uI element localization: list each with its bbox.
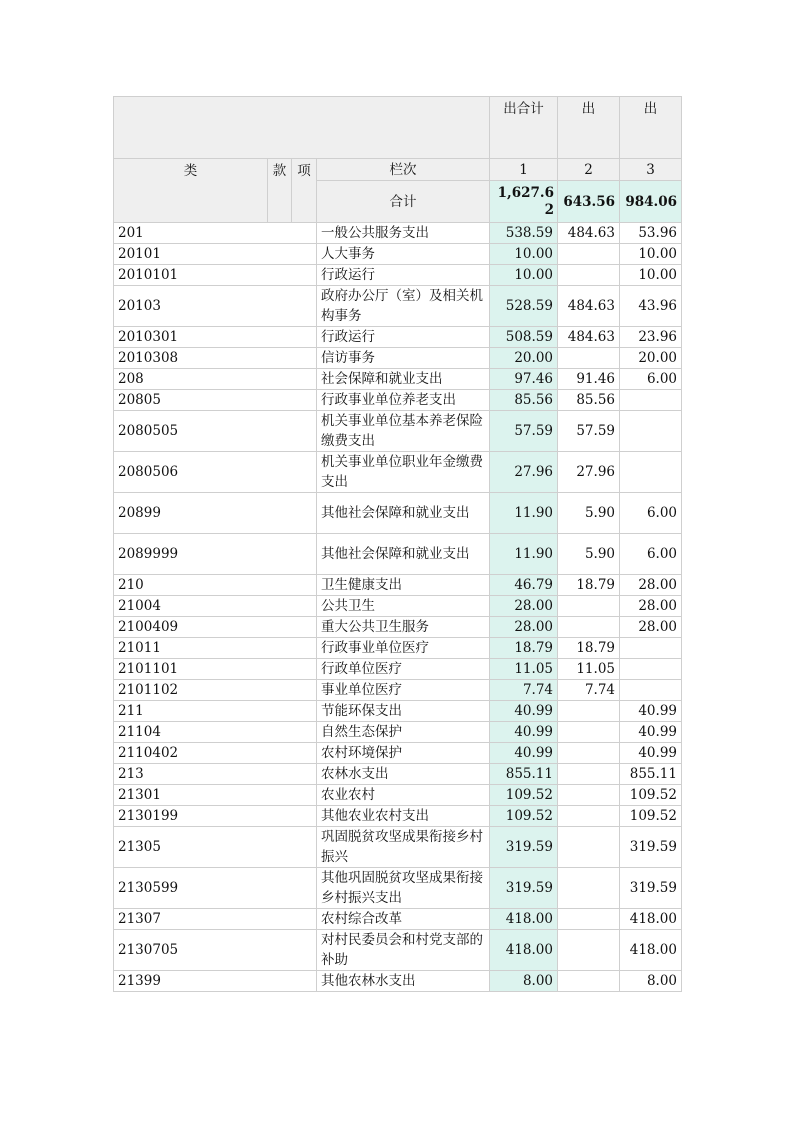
- table-row: [114, 534, 682, 575]
- row-value-project: [620, 659, 682, 680]
- row-value-project: [620, 638, 682, 659]
- row-value-project: 40.99: [620, 701, 682, 722]
- row-value-total: 319.59: [490, 868, 558, 909]
- row-value-project: 53.96: [620, 223, 682, 244]
- row-value-project: 109.52: [620, 806, 682, 827]
- row-value-basic: 85.56: [558, 390, 620, 411]
- row-name: 行政事业单位医疗: [317, 638, 490, 659]
- row-code: 2010308: [114, 348, 317, 369]
- header-index-3: 3: [620, 159, 682, 181]
- table-row: [114, 659, 682, 680]
- row-value-project: 40.99: [620, 743, 682, 764]
- row-value-total: 28.00: [490, 596, 558, 617]
- row-value-basic: 484.63: [558, 286, 620, 327]
- row-name: 其他农业农村支出: [317, 806, 490, 827]
- table-row: [114, 327, 682, 348]
- row-value-basic: 5.90: [558, 493, 620, 534]
- table-row: [114, 390, 682, 411]
- table-body: [114, 223, 682, 992]
- row-name: 行政运行: [317, 327, 490, 348]
- header-xiang: 项: [292, 159, 317, 223]
- row-code: 211: [114, 701, 317, 722]
- row-code: 21305: [114, 827, 317, 868]
- header-lei: 类: [114, 159, 268, 223]
- table-row: [114, 369, 682, 390]
- row-value-basic: 57.59: [558, 411, 620, 452]
- row-value-basic: [558, 785, 620, 806]
- row-code: 21004: [114, 596, 317, 617]
- row-code: 2089999: [114, 534, 317, 575]
- row-name: 行政运行: [317, 265, 490, 286]
- row-code: 210: [114, 575, 317, 596]
- row-value-project: [620, 452, 682, 493]
- row-value-project: 40.99: [620, 722, 682, 743]
- table-row: [114, 617, 682, 638]
- table-row: [114, 286, 682, 327]
- row-value-project: 10.00: [620, 265, 682, 286]
- row-value-project: [620, 411, 682, 452]
- row-name: 其他社会保障和就业支出: [317, 493, 490, 534]
- row-code: 2080505: [114, 411, 317, 452]
- row-name: 农林水支出: [317, 764, 490, 785]
- row-name: 政府办公厅（室）及相关机构事务: [317, 286, 490, 327]
- row-code: 2130705: [114, 930, 317, 971]
- row-name: 行政事业单位养老支出: [317, 390, 490, 411]
- row-value-project: 6.00: [620, 369, 682, 390]
- row-code: 21307: [114, 909, 317, 930]
- row-value-basic: 7.74: [558, 680, 620, 701]
- row-value-total: 27.96: [490, 452, 558, 493]
- row-value-basic: [558, 722, 620, 743]
- row-value-project: 43.96: [620, 286, 682, 327]
- row-value-total: 11.90: [490, 493, 558, 534]
- budget-table: [113, 96, 682, 992]
- row-value-project: [620, 390, 682, 411]
- row-value-total: 18.79: [490, 638, 558, 659]
- row-value-project: [620, 680, 682, 701]
- row-name: 事业单位医疗: [317, 680, 490, 701]
- table-row: [114, 743, 682, 764]
- row-code: 21104: [114, 722, 317, 743]
- row-value-total: 109.52: [490, 806, 558, 827]
- header-index-1: 1: [490, 159, 558, 181]
- row-value-total: 10.00: [490, 244, 558, 265]
- row-value-total: 7.74: [490, 680, 558, 701]
- table-row: [114, 348, 682, 369]
- row-code: 2130199: [114, 806, 317, 827]
- row-code: 21399: [114, 971, 317, 992]
- table-row: [114, 868, 682, 909]
- row-code: 2010101: [114, 265, 317, 286]
- table-row: [114, 411, 682, 452]
- row-value-total: 28.00: [490, 617, 558, 638]
- row-value-basic: [558, 909, 620, 930]
- row-name: 社会保障和就业支出: [317, 369, 490, 390]
- table-row: [114, 575, 682, 596]
- row-code: 20805: [114, 390, 317, 411]
- row-name: 机关事业单位基本养老保险缴费支出: [317, 411, 490, 452]
- row-value-total: 418.00: [490, 930, 558, 971]
- header-heji: 合计: [317, 181, 490, 223]
- row-value-basic: [558, 701, 620, 722]
- header-project-label: 出: [620, 97, 682, 159]
- row-value-basic: [558, 868, 620, 909]
- row-value-basic: 11.05: [558, 659, 620, 680]
- table-row: [114, 638, 682, 659]
- row-value-project: 109.52: [620, 785, 682, 806]
- row-value-total: 8.00: [490, 971, 558, 992]
- row-value-total: 40.99: [490, 722, 558, 743]
- row-value-total: 319.59: [490, 827, 558, 868]
- row-value-basic: [558, 617, 620, 638]
- row-name: 其他农林水支出: [317, 971, 490, 992]
- row-name: 自然生态保护: [317, 722, 490, 743]
- row-code: 201: [114, 223, 317, 244]
- row-code: 2010301: [114, 327, 317, 348]
- row-name: 行政单位医疗: [317, 659, 490, 680]
- header-total-label: 出合计: [490, 97, 558, 159]
- row-value-basic: [558, 764, 620, 785]
- row-code: 2101102: [114, 680, 317, 701]
- row-value-basic: [558, 930, 620, 971]
- row-value-total: 528.59: [490, 286, 558, 327]
- table-row: [114, 244, 682, 265]
- row-name: 卫生健康支出: [317, 575, 490, 596]
- row-name: 农村环境保护: [317, 743, 490, 764]
- row-value-basic: 91.46: [558, 369, 620, 390]
- row-name: 对村民委员会和村党支部的补助: [317, 930, 490, 971]
- table-row: [114, 596, 682, 617]
- row-code: 20899: [114, 493, 317, 534]
- row-value-basic: 18.79: [558, 638, 620, 659]
- row-value-basic: [558, 827, 620, 868]
- row-code: 2100409: [114, 617, 317, 638]
- table-row: [114, 971, 682, 992]
- row-value-project: 319.59: [620, 827, 682, 868]
- row-name: 其他巩固脱贫攻坚成果衔接乡村振兴支出: [317, 868, 490, 909]
- row-name: 重大公共卫生服务: [317, 617, 490, 638]
- total-value-3: 984.06: [620, 181, 682, 223]
- row-value-total: 40.99: [490, 701, 558, 722]
- row-value-total: 57.59: [490, 411, 558, 452]
- row-value-total: 97.46: [490, 369, 558, 390]
- table-row: [114, 265, 682, 286]
- row-value-basic: [558, 265, 620, 286]
- table-row: [114, 806, 682, 827]
- row-value-project: 23.96: [620, 327, 682, 348]
- row-value-basic: [558, 806, 620, 827]
- row-name: 信访事务: [317, 348, 490, 369]
- table-row: [114, 785, 682, 806]
- row-value-basic: [558, 596, 620, 617]
- row-code: 208: [114, 369, 317, 390]
- row-name: 公共卫生: [317, 596, 490, 617]
- table-row: [114, 223, 682, 244]
- table-row: [114, 452, 682, 493]
- row-value-basic: 484.63: [558, 327, 620, 348]
- table-row: [114, 909, 682, 930]
- row-value-project: 855.11: [620, 764, 682, 785]
- table-row: [114, 493, 682, 534]
- row-name: 其他社会保障和就业支出: [317, 534, 490, 575]
- table-row: [114, 930, 682, 971]
- row-value-project: 20.00: [620, 348, 682, 369]
- row-code: 20103: [114, 286, 317, 327]
- row-value-basic: 484.63: [558, 223, 620, 244]
- row-value-basic: [558, 971, 620, 992]
- table-row: [114, 764, 682, 785]
- row-value-total: 10.00: [490, 265, 558, 286]
- row-value-project: 10.00: [620, 244, 682, 265]
- row-value-project: 319.59: [620, 868, 682, 909]
- row-value-basic: 5.90: [558, 534, 620, 575]
- row-value-project: 28.00: [620, 596, 682, 617]
- header-lanci: 栏次: [317, 159, 490, 181]
- row-name: 巩固脱贫攻坚成果衔接乡村振兴: [317, 827, 490, 868]
- row-value-total: 508.59: [490, 327, 558, 348]
- row-value-basic: 18.79: [558, 575, 620, 596]
- row-value-total: 20.00: [490, 348, 558, 369]
- header-index-2: 2: [558, 159, 620, 181]
- row-value-total: 11.05: [490, 659, 558, 680]
- row-value-project: 28.00: [620, 617, 682, 638]
- row-value-total: 538.59: [490, 223, 558, 244]
- row-code: 20101: [114, 244, 317, 265]
- row-name: 节能环保支出: [317, 701, 490, 722]
- row-value-basic: [558, 743, 620, 764]
- row-name: 人大事务: [317, 244, 490, 265]
- row-value-project: 6.00: [620, 493, 682, 534]
- row-name: 农业农村: [317, 785, 490, 806]
- row-value-project: 6.00: [620, 534, 682, 575]
- row-value-project: 418.00: [620, 930, 682, 971]
- row-value-total: 109.52: [490, 785, 558, 806]
- row-code: 21011: [114, 638, 317, 659]
- row-value-basic: 27.96: [558, 452, 620, 493]
- header-basic-label: 出: [558, 97, 620, 159]
- row-value-basic: [558, 244, 620, 265]
- row-value-total: 46.79: [490, 575, 558, 596]
- row-value-total: 418.00: [490, 909, 558, 930]
- table-row: [114, 722, 682, 743]
- row-value-total: 855.11: [490, 764, 558, 785]
- row-value-total: 40.99: [490, 743, 558, 764]
- total-value-2: 643.56: [558, 181, 620, 223]
- row-name: 一般公共服务支出: [317, 223, 490, 244]
- row-value-basic: [558, 348, 620, 369]
- row-code: 2130599: [114, 868, 317, 909]
- row-code: 2080506: [114, 452, 317, 493]
- row-value-project: 418.00: [620, 909, 682, 930]
- table-row: [114, 680, 682, 701]
- row-code: 2101101: [114, 659, 317, 680]
- table-row: [114, 827, 682, 868]
- row-code: 21301: [114, 785, 317, 806]
- row-value-project: 8.00: [620, 971, 682, 992]
- header-blank-cell: [114, 97, 490, 159]
- total-value-1: 1,627.62: [490, 181, 558, 223]
- row-value-total: 11.90: [490, 534, 558, 575]
- row-code: 2110402: [114, 743, 317, 764]
- row-value-project: 28.00: [620, 575, 682, 596]
- row-value-total: 85.56: [490, 390, 558, 411]
- header-kuan: 款: [268, 159, 292, 223]
- table-row: [114, 701, 682, 722]
- row-name: 农村综合改革: [317, 909, 490, 930]
- row-code: 213: [114, 764, 317, 785]
- row-name: 机关事业单位职业年金缴费支出: [317, 452, 490, 493]
